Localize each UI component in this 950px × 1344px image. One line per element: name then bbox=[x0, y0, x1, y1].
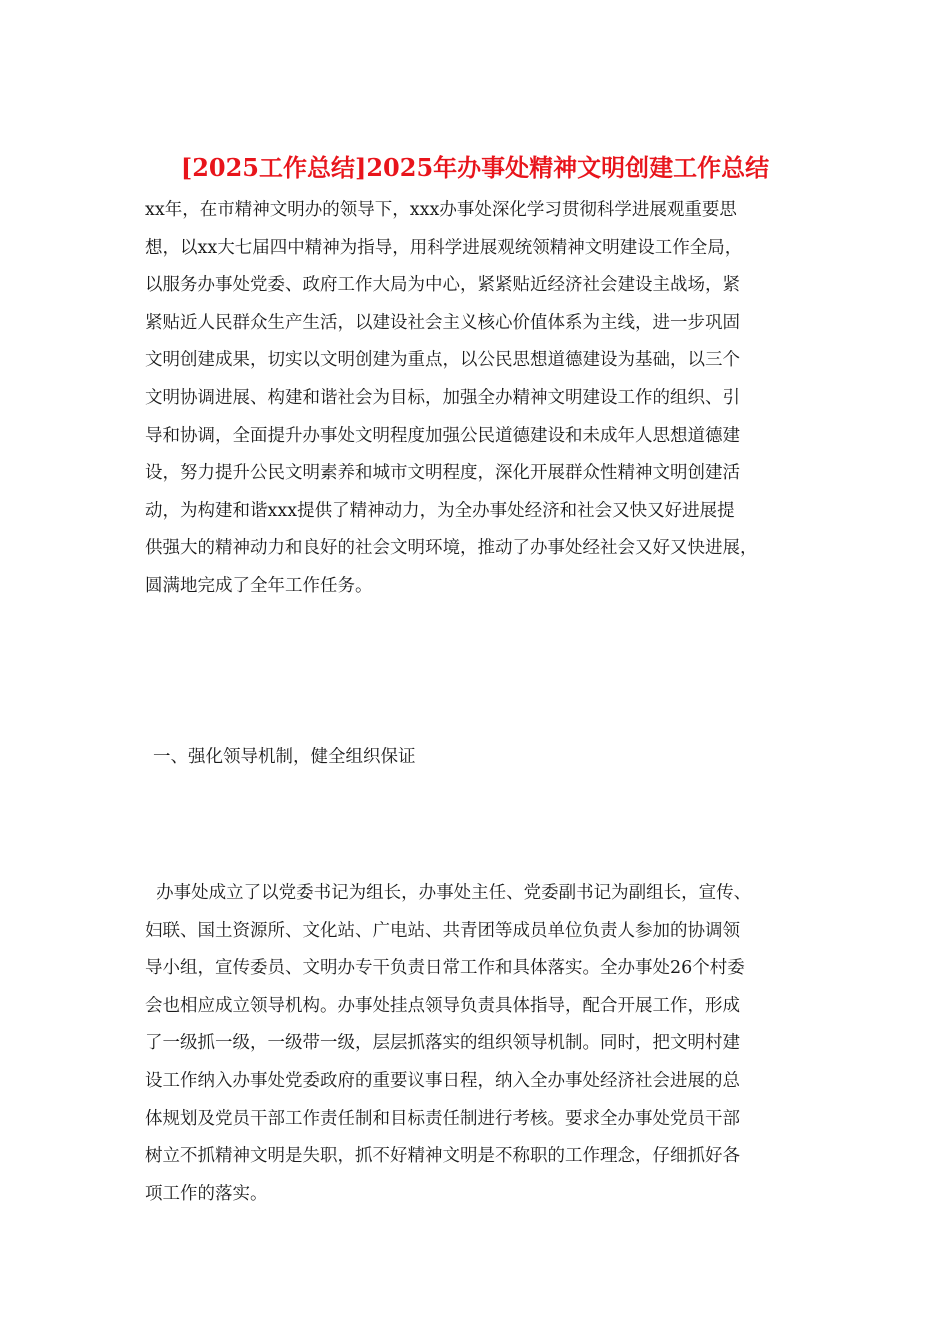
intro-paragraph bbox=[145, 192, 810, 606]
paragraph-line: 紧贴近人民群众生产生活，以建设社会主义核心价值体系为主线，进一步巩固 bbox=[145, 312, 740, 333]
document-title: [2025工作总结]2025年办事处精神文明创建工作总结 bbox=[180, 153, 770, 182]
section-heading: 一、强化领导机制，健全组织保证 bbox=[153, 747, 416, 767]
section-paragraph bbox=[145, 875, 810, 1213]
paragraph-line: 文明协调进展、构建和谐社会为目标，加强全办精神文明建设工作的组织、引 bbox=[145, 387, 740, 408]
paragraph-line: 办事处成立了以党委书记为组长，办事处主任、党委副书记为副组长，宣传、 bbox=[145, 883, 752, 903]
paragraph-line: 动，为构建和谐xxx提供了精神动力，为全办事处经济和社会又快又好进展提 bbox=[145, 500, 735, 521]
paragraph-line: 树立不抓精神文明是失职，抓不好精神文明是不称职的工作理念，仔细抓好各 bbox=[145, 1146, 740, 1167]
paragraph-line: 设工作纳入办事处党委政府的重要议事日程，纳入全办事处经济社会进展的总 bbox=[145, 1070, 740, 1091]
paragraph-line: 妇联、国土资源所、文化站、广电站、共青团等成员单位负责人参加的协调领 bbox=[145, 920, 740, 941]
paragraph-line: 圆满地完成了全年工作任务。 bbox=[145, 575, 373, 596]
paragraph-line: 了一级抓一级，一级带一级，层层抓落实的组织领导机制。同时，把文明村建 bbox=[145, 1033, 740, 1054]
paragraph-line: 供强大的精神动力和良好的社会文明环境，推动了办事处经社会又好又快进展， bbox=[145, 538, 758, 559]
paragraph-line: 会也相应成立领导机构。办事处挂点领导负责具体指导，配合开展工作，形成 bbox=[145, 995, 740, 1016]
paragraph-line: 文明创建成果，切实以文明创建为重点，以公民思想道德建设为基础，以三个 bbox=[145, 350, 740, 371]
paragraph-line: 设，努力提升公民文明素养和城市文明程度，深化开展群众性精神文明创建活 bbox=[145, 463, 740, 484]
paragraph-line: 想，以xx大七届四中精神为指导，用科学进展观统领精神文明建设工作全局， bbox=[145, 237, 743, 258]
paragraph-line: 以服务办事处党委、政府工作大局为中心，紧紧贴近经济社会建设主战场，紧 bbox=[145, 275, 740, 296]
paragraph-line: 项工作的落实。 bbox=[145, 1183, 268, 1204]
paragraph-line: 导和协调，全面提升办事处文明程度加强公民道德建设和未成年人思想道德建 bbox=[145, 425, 740, 446]
paragraph-line: 导小组，宣传委员、文明办专干负责日常工作和具体落实。全办事处26个村委 bbox=[145, 958, 745, 979]
paragraph-line: 体规划及党员干部工作责任制和目标责任制进行考核。要求全办事处党员干部 bbox=[145, 1108, 740, 1129]
paragraph-line: xx年，在市精神文明办的领导下，xxx办事处深化学习贯彻科学进展观重要思 bbox=[145, 200, 737, 220]
